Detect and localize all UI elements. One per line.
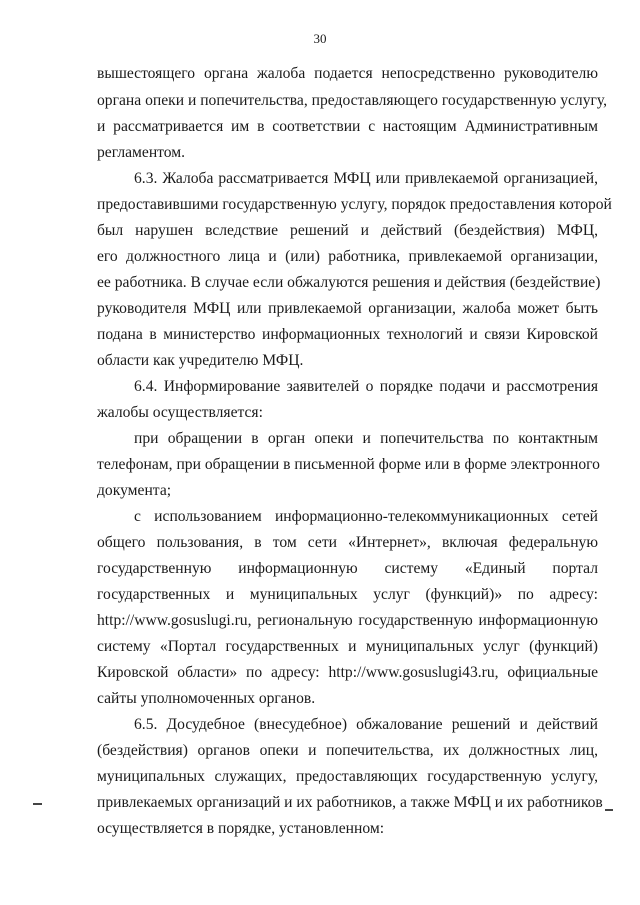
text-line: систему «Портал государственных и муниципальных услуг (функций) [97,638,598,655]
page-number: 30 [313,31,327,46]
text-line: документа; [97,482,172,499]
text-line: государственную информационную систему «Единый портал [97,560,598,577]
text-line: (бездействия) органов опеки и попечительства, их должностных лиц, [97,742,598,759]
text-line: предоставившими государственную услугу, порядок предоставления которой [97,196,612,213]
paragraph-6-4-first-line: 6.4. Информирование заявителей о порядке подачи и рассмотрения [134,378,598,395]
text-line: общего пользования, в том сети «Интернет», включая федеральную [97,534,598,551]
scan-artifact-left-dash [33,803,42,805]
text-line: был нарушен вследствие решений и действий (бездействия) МФЦ, [97,222,598,239]
text-line: http://www.gosuslugi.ru, региональную государственную информационную [97,612,598,629]
text-line: осуществляется в порядке, установленном: [97,820,385,837]
text-line: государственных и муниципальных услуг (функций)» по адресу: [97,586,598,603]
text-line: руководителя МФЦ или привлекаемой организации, жалоба может быть [97,300,598,317]
text-line: вышестоящего органа жалоба подается непосредственно руководителю [97,65,598,82]
text-line: жалобы осуществляется: [97,404,263,421]
list-item-first-line: с использованием информационно-телекоммуникационных сетей [134,508,598,525]
list-item-first-line: при обращении в орган опеки и попечительства по контактным [134,430,598,447]
text-line: и рассматривается им в соответствии с настоящим Административным [97,118,598,135]
text-line: области как учредителю МФЦ. [97,352,304,369]
scan-artifact-right-dash [605,809,613,811]
text-line: подана в министерство информационных технологий и связи Кировской [97,326,598,343]
text-line: органа опеки и попечительства, предоставляющего государственную услугу, [97,92,608,109]
text-line: ее работника. В случае если обжалуются решения и действия (бездействие) [97,274,601,291]
paragraph-6-3-first-line: 6.3. Жалоба рассматривается МФЦ или привлекаемой организацией, [134,170,598,187]
text-line: муниципальных служащих, предоставляющих государственную услугу, [97,768,598,785]
text-line: привлекаемых организаций и их работников, а также МФЦ и их работников [97,794,603,811]
text-line: регламентом. [97,144,186,161]
text-line: телефонам, при обращении в письменной форме или в форме электронного [97,456,600,473]
text-line: его должностного лица и (или) работника, привлекаемой организации, [97,248,598,265]
text-line: сайты уполномоченных органов. [97,690,316,707]
text-line: Кировской области» по адресу: http://www.gosuslugi43.ru, официальные [97,664,598,681]
paragraph-6-5-first-line: 6.5. Досудебное (внесудебное) обжалование решений и действий [134,716,598,733]
